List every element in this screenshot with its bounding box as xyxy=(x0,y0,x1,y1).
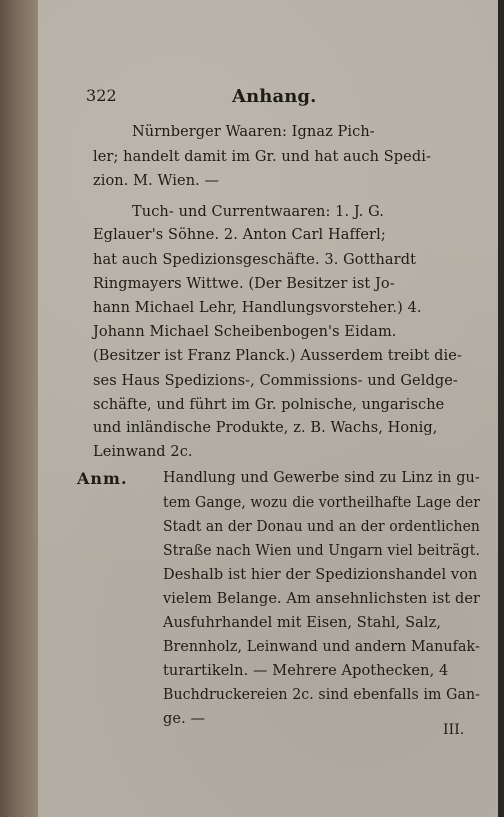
section2-line: hat auch Spedizionsgeschäfte. 3. Gotthardt xyxy=(93,252,417,268)
section2-line: ses Haus Spedizions-, Commissions- und Geldge- xyxy=(93,373,458,389)
note-line: Straße nach Wien und Ungarn viel beiträgt. xyxy=(163,543,481,559)
book-gutter xyxy=(0,0,42,817)
page-right-edge xyxy=(498,0,504,817)
note-line: Handlung und Gewerbe sind zu Linz in gu- xyxy=(163,470,480,486)
note-line: turartikeln. — Mehrere Apothecken, 4 xyxy=(163,663,449,679)
note-line: tem Gange, wozu die vortheilhafte Lage der xyxy=(163,495,481,511)
section1-line: ler; handelt damit im Gr. und hat auch Spedi- xyxy=(93,149,431,165)
note-line: Deshalb ist hier der Spedizionshandel von xyxy=(163,567,478,583)
section2-line: Ringmayers Wittwe. (Der Besitzer ist Jo- xyxy=(93,276,395,292)
catchword: III. xyxy=(443,722,465,738)
section2-line: und inländische Produkte, z. B. Wachs, Honig, xyxy=(93,420,438,436)
running-head: Anhang. xyxy=(232,86,317,107)
page-number: 322 xyxy=(86,86,117,105)
note-label: Anm. xyxy=(77,469,128,488)
note-line: vielem Belange. Am ansehnlichsten ist der xyxy=(163,591,481,607)
section1-line: zion. M. Wien. — xyxy=(93,173,220,189)
section2-line: Johann Michael Scheibenbogen's Eidam. xyxy=(93,324,397,340)
section2-line: Leinwand 2c. xyxy=(93,444,193,460)
note-line: Stadt an der Donau und an der ordentlichen xyxy=(163,519,480,535)
section2-line: Eglauer's Söhne. 2. Anton Carl Hafferl; xyxy=(93,227,386,243)
section2-line: Tuch- und Currentwaaren: 1. J. G. xyxy=(132,204,384,220)
note-line: Buchdruckereien 2c. sind ebenfalls im Gan- xyxy=(163,687,481,703)
note-line: Brennholz, Leinwand und andern Manufak- xyxy=(163,639,480,655)
note-line: Ausfuhrhandel mit Eisen, Stahl, Salz, xyxy=(163,615,442,631)
section2-line: schäfte, und führt im Gr. polnische, ungarische xyxy=(93,397,445,413)
section2-line: (Besitzer ist Franz Planck.) Ausserdem treibt die- xyxy=(93,348,462,364)
note-line: ge. — xyxy=(163,711,206,727)
section1-line: Nürnberger Waaren: Ignaz Pich- xyxy=(132,124,375,140)
section2-line: hann Michael Lehr, Handlungsvorsteher.) 4. xyxy=(93,300,422,316)
